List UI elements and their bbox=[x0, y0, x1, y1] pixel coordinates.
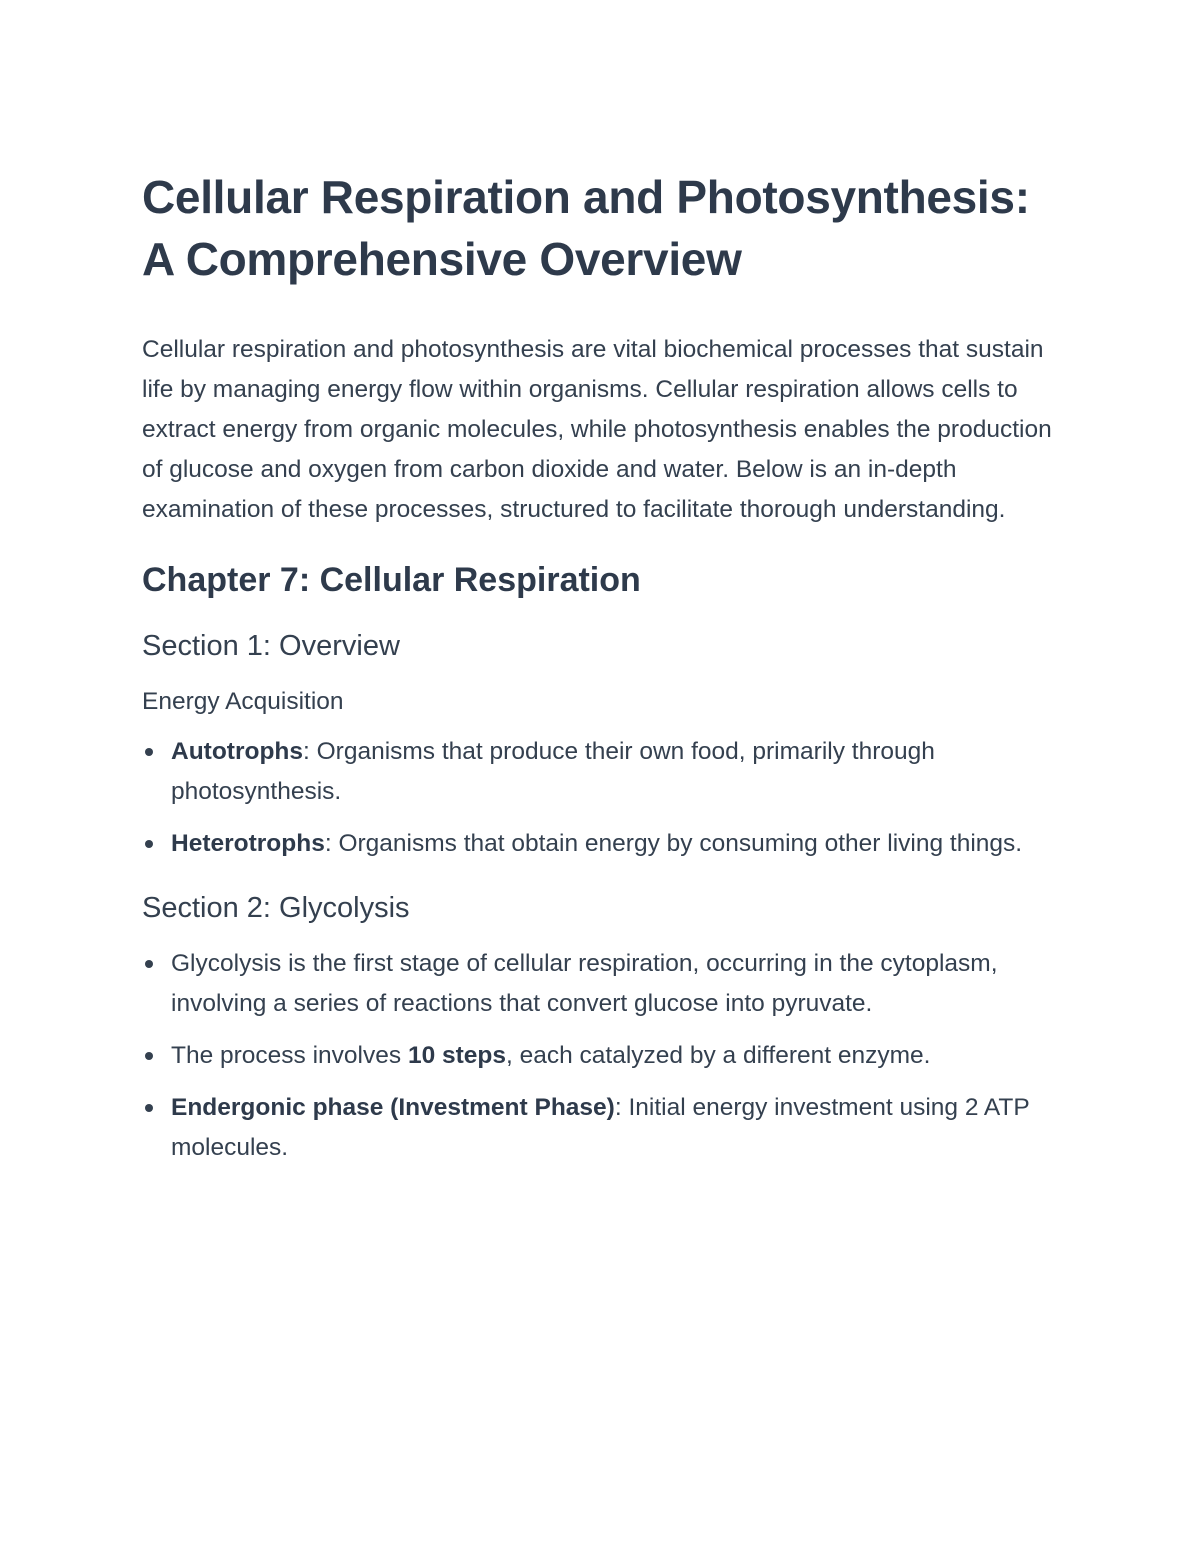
list-item bbox=[142, 944, 1062, 1024]
list-item bbox=[142, 1036, 1062, 1076]
subsection-heading-energy-acquisition: Energy Acquisition bbox=[142, 688, 344, 715]
term-autotrophs: Autotrophs bbox=[171, 738, 303, 765]
bullet-icon bbox=[145, 1052, 153, 1060]
steps-count: 10 steps bbox=[407, 1042, 506, 1069]
intro-paragraph: Cellular respiration and photosynthesis are vital biochemical processes that sustain life by managing energy flow within organisms. Cellular respiration allows cells to extract energy from organic molecules, while photosynthesis enables the production of glucose and oxygen from carbon dioxide and water. Below is an in-depth examination of these processes, structured to facilitate thorough understanding. bbox=[142, 336, 1052, 523]
definition-autotrophs: : Organisms that produce their own food, primarily through photosynthesis. bbox=[171, 738, 935, 805]
chapter-heading: Chapter 7: Cellular Respiration bbox=[142, 561, 641, 599]
steps-text-before: The process involves bbox=[171, 1042, 408, 1069]
section-heading-overview: Section 1: Overview bbox=[142, 630, 400, 662]
page-title: Cellular Respiration and Photosynthesis: A Comprehensive Overview bbox=[142, 171, 1030, 285]
steps-text-after: , each catalyzed by a different enzyme. bbox=[506, 1042, 931, 1069]
term-endergonic-phase: Endergonic phase (Investment Phase) bbox=[171, 1094, 615, 1121]
glycolysis-list bbox=[142, 944, 1062, 1168]
bullet-icon bbox=[145, 960, 153, 968]
list-item bbox=[142, 824, 1062, 864]
bullet-icon bbox=[145, 840, 153, 848]
list-item bbox=[142, 1088, 1062, 1168]
endergonic-phase-description: : Initial energy investment using 2 ATP molecules. bbox=[171, 1094, 1030, 1161]
bullet-icon bbox=[145, 1104, 153, 1112]
list-item bbox=[142, 732, 1062, 812]
glycolysis-description: Glycolysis is the first stage of cellular respiration, occurring in the cytoplasm, involving a series of reactions that convert glucose into pyruvate. bbox=[171, 950, 998, 1017]
definition-heterotrophs: : Organisms that obtain energy by consuming other living things. bbox=[324, 830, 1023, 857]
bullet-icon bbox=[145, 748, 153, 756]
energy-acquisition-list bbox=[142, 732, 1062, 864]
document-page bbox=[142, 166, 1062, 1180]
term-heterotrophs: Heterotrophs bbox=[171, 830, 325, 857]
section-heading-glycolysis: Section 2: Glycolysis bbox=[142, 892, 410, 924]
